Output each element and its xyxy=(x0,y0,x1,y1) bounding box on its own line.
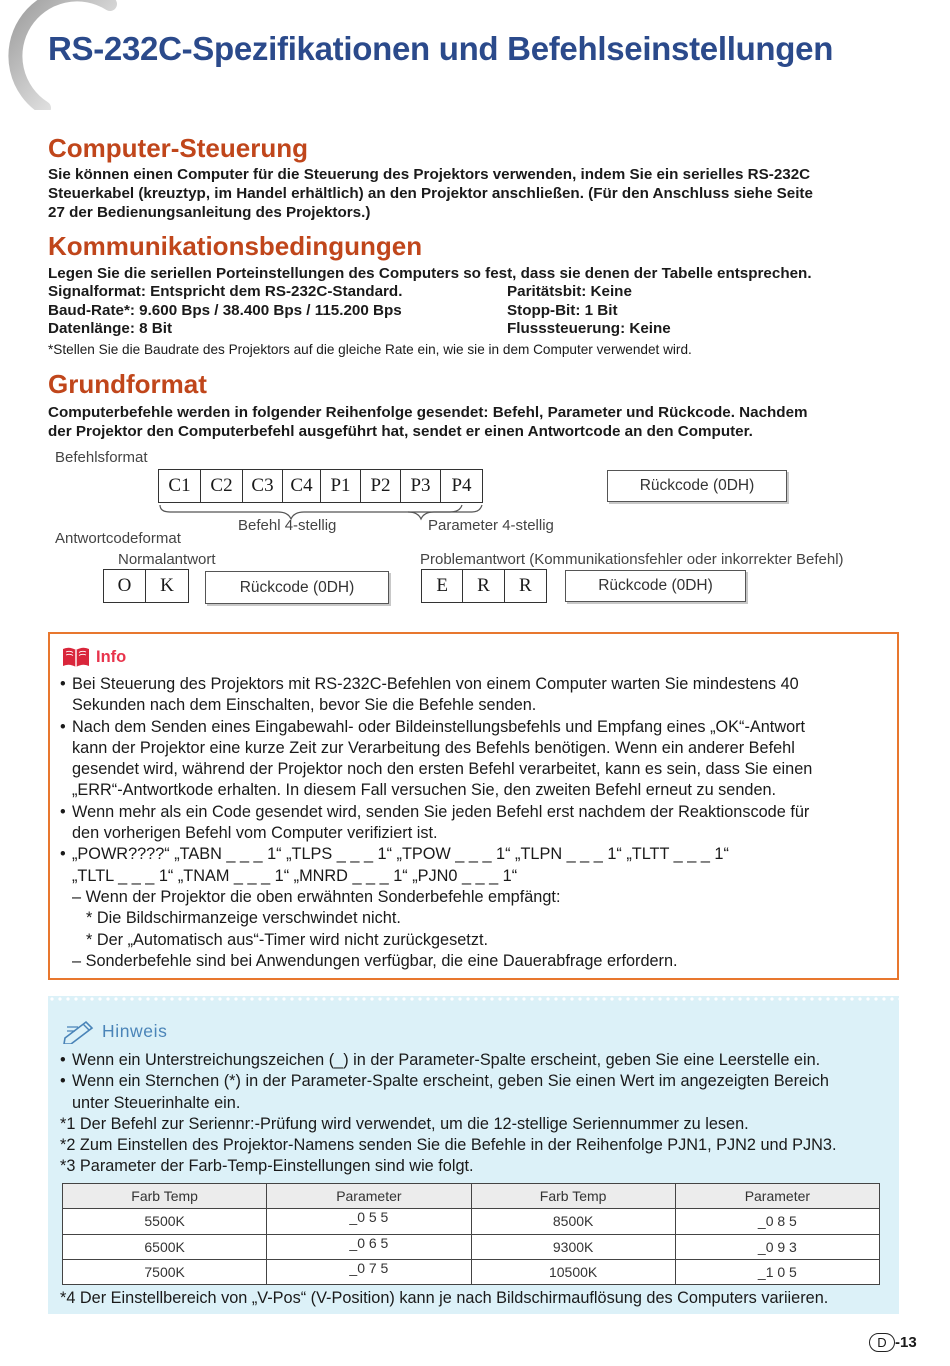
command-4-digit-label: Befehl 4-stellig xyxy=(238,517,337,534)
page-number-value: -13 xyxy=(895,1334,917,1351)
table-cell: 7500K xyxy=(63,1259,267,1284)
table-cell: 9300K xyxy=(471,1234,675,1259)
info-dash-2: – Sonderbefehle sind bei Anwendungen verfügbar, die eine Dauerabfrage erfordern. xyxy=(72,951,678,970)
cell-o: O xyxy=(104,570,146,602)
info-content xyxy=(60,674,890,972)
info-bullet-2: • Nach dem Senden eines Eingabewahl- oder Bildeinstellungsbefehls und Empfang eines „OK“-Antwort kann der Projektor eine kurze Zeit zur Verarbeitung des Befehls benötigen. Wenn ein anderer Befehl gesendet wird, während der Projektor noch den ersten Befehl verarbeitet, kann es sein, dass Sie einen „ERR“-Antwortkode erhalten. In diesem Fall versuchen Sie, den zweiten Befehl erneut zu senden. xyxy=(60,717,890,802)
table-cell: _0 6 5 xyxy=(267,1234,471,1259)
info-bullet-3: • Wenn mehr als ein Code gesendet wird, senden Sie jeden Befehl erst nachdem der Reaktionscode für den vorherigen Befehl vom Computer verifiziert ist. xyxy=(60,802,890,845)
cell-c3: C3 xyxy=(243,470,283,502)
heading-computer-control: Computer-Steuerung xyxy=(48,133,308,163)
footnote-4: *4 Der Einstellbereich von „V-Pos“ (V-Position) kann je nach Bildschirmauflösung des Computers variieren. xyxy=(60,1289,829,1307)
problem-return-code-box: Rückcode (0DH) xyxy=(565,570,746,602)
normal-return-code-box: Rückcode (0DH) xyxy=(205,571,389,604)
hint-bullet-1: • Wenn ein Unterstreichungszeichen (_) in der Parameter-Spalte erscheint, geben Sie eine Leerstelle ein. xyxy=(60,1050,890,1071)
hint-header xyxy=(62,1018,167,1044)
hint-title: Hinweis xyxy=(102,1020,168,1041)
heading-basic-format: Grundformat xyxy=(48,369,207,399)
info-special-commands: „TLTL _ _ _ 1“ „TNAM _ _ _ 1“ „MNRD _ _ _ 1“ „PJN0 _ _ _ 1“ xyxy=(72,866,518,885)
cell-p2: P2 xyxy=(361,470,401,502)
cell-p4: P4 xyxy=(451,475,472,496)
computer-control-text: Sie können einen Computer für die Steuerung des Projektors verwenden, indem Sie ein serielles RS-232C Steuerkabel (kreuztyp, im Handel erhältlich) an den Projektor anschließen. (Für den Anschluss siehe Seite 27 der Bedienungsanleitung des Projektors.) xyxy=(48,166,813,221)
table-cell: 8500K xyxy=(471,1209,675,1234)
dotted-border xyxy=(48,996,899,1002)
table-header: Farb Temp xyxy=(63,1184,267,1209)
language-badge: D xyxy=(869,1333,895,1352)
hint-bullet-2: • Wenn ein Sternchen (*) in der Parameter-Spalte erscheint, geben Sie einen Wert im angezeigten Bereich unter Steuerinhalte ein. xyxy=(60,1071,890,1114)
cell-k: K xyxy=(160,575,174,596)
color-temp-table xyxy=(62,1183,880,1285)
info-title: Info xyxy=(96,647,127,666)
spec-signal-format: Signalformat: Entspricht dem RS-232C-Standard. xyxy=(48,283,403,300)
table-cell: 6500K xyxy=(63,1234,267,1259)
cell-e: E xyxy=(422,570,463,602)
spec-stop-bit: Stopp-Bit: 1 Bit xyxy=(507,301,618,319)
table-header: Farb Temp xyxy=(471,1184,675,1209)
table-row xyxy=(63,1234,880,1259)
info-star-1: * Die Bildschirmanzeige verschwindet nicht. xyxy=(86,909,401,928)
basic-format-text: Computerbefehle werden in folgender Reihenfolge gesendet: Befehl, Parameter und Rückcode. Nachdem der Projektor den Computerbefehl ausgeführt hat, sendet er einen Antwortcode an den Computer. xyxy=(48,404,808,440)
pencil-icon xyxy=(62,1018,98,1044)
info-bullet-4: • „POWR????“ „TABN _ _ _ 1“ „TLPS _ _ _ 1“ „TPOW _ _ _ 1“ „TLPN _ _ _ 1“ „TLTT _ _ _ 1“ xyxy=(60,844,890,865)
table-cell: _0 7 5 xyxy=(267,1259,471,1284)
table-cell: _0 9 3 xyxy=(675,1234,879,1259)
hint-box xyxy=(48,996,899,1314)
cell-p3: P3 xyxy=(401,470,441,502)
footnote-3: *3 Parameter der Farb-Temp-Einstellungen sind wie folgt. xyxy=(60,1157,474,1176)
table-cell: 10500K xyxy=(471,1259,675,1284)
table-row xyxy=(63,1259,880,1284)
page-title: RS-232C-Spezifikationen und Befehlseinstellungen xyxy=(48,30,834,67)
command-code-cells xyxy=(158,469,483,503)
table-row xyxy=(63,1209,880,1234)
table-cell: _0 5 5 xyxy=(267,1209,471,1234)
table-cell: 5500K xyxy=(63,1209,267,1234)
page-number xyxy=(869,1333,917,1352)
book-icon xyxy=(62,646,90,668)
parameter-4-digit-label: Parameter 4-stellig xyxy=(428,517,554,534)
cell-r1: R xyxy=(463,570,504,602)
cell-c2: C2 xyxy=(201,470,243,502)
info-dash-1: – Wenn der Projektor die oben erwähnten Sonderbefehle empfängt: xyxy=(72,887,561,906)
command-return-code-box: Rückcode (0DH) xyxy=(607,470,787,502)
cell-c4: C4 xyxy=(283,470,321,502)
info-star-2: * Der „Automatisch aus“-Timer wird nicht zurückgesetzt. xyxy=(86,930,489,949)
spec-flow-control: Flusssteuerung: Keine xyxy=(507,320,671,337)
cell-p1: P1 xyxy=(321,470,361,502)
table-header-row xyxy=(63,1184,880,1209)
cell-r2: R xyxy=(519,575,532,596)
table-cell: _1 0 5 xyxy=(675,1259,879,1284)
normal-response-label: Normalantwort xyxy=(118,551,216,568)
table-cell: _0 8 5 xyxy=(675,1209,879,1234)
problem-response-label: Problemantwort (Kommunikationsfehler oder inkorrekter Befehl) xyxy=(420,551,844,568)
spec-baud-rate: Baud-Rate*: 9.600 Bps / 38.400 Bps / 115.200 Bps xyxy=(48,301,402,319)
info-header xyxy=(62,646,126,668)
spec-parity: Paritätsbit: Keine xyxy=(507,283,632,300)
cell-c1: C1 xyxy=(159,470,201,502)
ok-code-cells xyxy=(103,569,189,603)
response-format-label: Antwortcodeformat xyxy=(55,530,181,547)
baud-rate-note: *Stellen Sie die Baudrate des Projektors auf die gleiche Rate ein, wie sie in dem Computer verwendet wird. xyxy=(48,342,692,357)
hint-content xyxy=(60,1050,890,1178)
footnote-2: *2 Zum Einstellen des Projektor-Namens senden Sie die Befehle in der Reihenfolge PJN1, PJN2 und PJN3. xyxy=(60,1136,837,1155)
communication-intro: Legen Sie die seriellen Porteinstellungen des Computers so fest, dass sie denen der Tabelle entsprechen. xyxy=(48,265,812,282)
table-header: Parameter xyxy=(267,1184,471,1209)
info-bullet-1: • Bei Steuerung des Projektors mit RS-232C-Befehlen von einem Computer warten Sie mindestens 40 Sekunden nach dem Einschalten, bevor Sie die Befehle senden. xyxy=(60,674,890,717)
err-code-cells xyxy=(421,569,547,603)
command-format-label: Befehlsformat xyxy=(55,449,148,466)
table-header: Parameter xyxy=(675,1184,879,1209)
spec-data-length: Datenlänge: 8 Bit xyxy=(48,320,173,337)
info-box xyxy=(48,632,899,980)
heading-communication-conditions: Kommunikationsbedingungen xyxy=(48,231,423,261)
footnote-1: *1 Der Befehl zur Seriennr:-Prüfung wird verwendet, um die 12-stellige Seriennummer zu lesen. xyxy=(60,1114,749,1133)
